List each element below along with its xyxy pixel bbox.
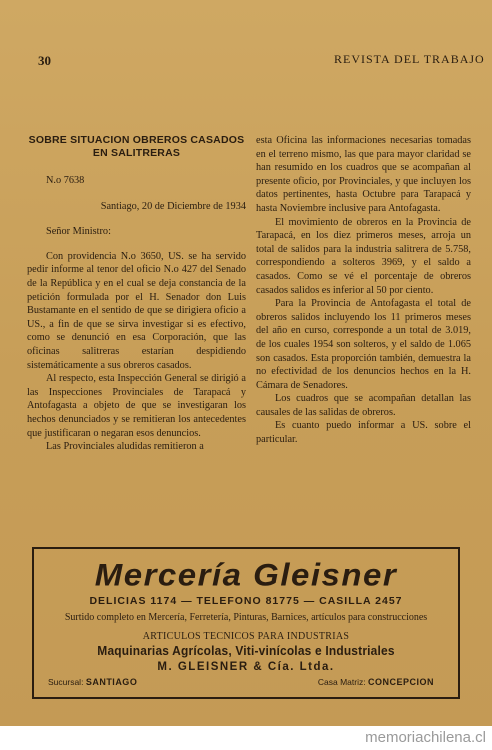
page-number: 30 (38, 53, 51, 68)
salutation: Señor Ministro: (46, 226, 111, 238)
ad-branch-city: SANTIAGO (85, 676, 138, 687)
reference-number: N.o 7638 (46, 175, 85, 186)
advertisement-box (32, 547, 460, 699)
ad-products-text: Surtido completo en Mercería, Ferretería, Pinturas, Barnices, artículos para construcciones (64, 612, 428, 623)
paragraph: Los cuadros que se acompañan detallan las causales de las salidas de obreros. (256, 393, 471, 418)
ad-brand-name: Mercería Gleisner (94, 556, 398, 593)
paragraph: esta Oficina las informaciones necesarias tomadas en el terreno mismo, las que para mayor claridad se han resumido en los cuadros que se acompañan al presente oficio, por Provinciales, y que incluyen los datos pertinentes, hasta Octubre para Tarapacá y hasta Noviembre inclusive para Antofagasta. (256, 135, 471, 214)
watermark-bar (0, 726, 492, 750)
ad-company-name: M. GLEISNER & Cía. Ltda. (157, 660, 335, 673)
ad-headquarters (318, 677, 434, 687)
article-right-column (256, 134, 471, 447)
paragraph: Para la Provincia de Antofagasta el total de obreros salidos incluyendo los 11 primeros meses del año en curso, corresponde a un total de 3.019, de los cuales 1954 son solteros, y el saldo de 1.065 son casados. Esta proporción también, demuestra la no efectividad de los denuncios hechos en la H. Cámara de Senadores. (256, 298, 471, 391)
paragraph: El movimiento de obreros en la Provincia de Tarapacá, en los diez primeros meses, arroja un total de salidos para la industria salitrera de 5.758, correspondiendo a solteros 3969, y el saldo a casados. Como se vé el porcentaje de obreros casados salidos es inferior al 50 por ciento. (256, 216, 471, 296)
ad-footer (34, 677, 458, 687)
ad-articles-line: ARTICULOS TECNICOS PARA INDUSTRIAS (142, 630, 350, 642)
date-line: Santiago, 20 de Diciembre de 1934 (100, 200, 246, 212)
paragraph: Es cuanto puedo informar a US. sobre el particular. (256, 420, 471, 446)
watermark-text: memoriachilena.cl (365, 729, 486, 746)
journal-title: REVISTA DEL TRABAJO (334, 52, 485, 66)
ad-branch (48, 677, 137, 687)
ad-contact-line: DELICIAS 1174 — TELEFONO 81775 — CASILLA 2457 (89, 595, 403, 607)
paragraph: Las Provinciales aludidas remitieron a (46, 441, 204, 453)
article-title: SOBRE SITUACION OBREROS CASADOS EN SALITRERAS (28, 134, 245, 159)
ad-machinery-line: Maquinarias Agrícolas, Viti-vinícolas e Industriales (97, 642, 395, 658)
paragraph: Con providencia N.o 3650, US. se ha servido pedir informe al tenor del oficio N.o 427 del Senado de la República y en el cual se deja constancia de la petición formulada por el H. Senador don Luis Bustamante en el sentido de que se dirigiera oficio a US., a fin de que se sirva investigar si es efectivo, como se denunció en esa Corporación, que las oficinas salitreras estarían despidiendo sistemáticamente a sus obreros casados. (27, 250, 246, 371)
ad-branch-label: Sucursal: (48, 676, 84, 687)
article-left-column (27, 134, 246, 454)
ad-hq-city: CONCEPCION (367, 676, 434, 687)
paragraph: Al respecto, esta Inspección General se dirigió a las Inspecciones Provinciales de Tarapacá y Antofagasta a objeto de que se investigaran los hechos denunciados y se remitieran los antecedentes que justificaran o negaran esos denuncios. (27, 373, 246, 439)
ad-hq-label: Casa Matriz: (317, 676, 366, 687)
